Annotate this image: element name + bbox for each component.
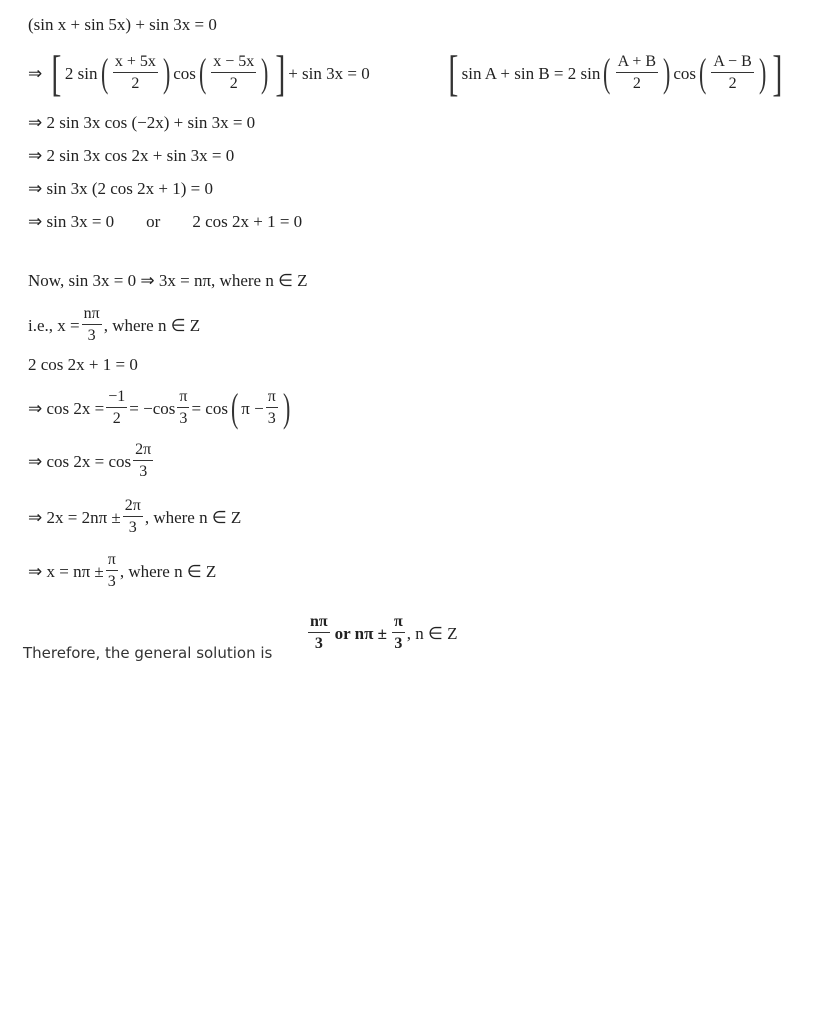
denominator: 2	[229, 75, 238, 92]
numerator: A + B	[616, 54, 658, 73]
right-bracket: ]	[274, 45, 285, 101]
implies-symbol: ⇒	[28, 63, 43, 83]
term: cos	[173, 63, 196, 83]
denominator: 3	[179, 410, 188, 427]
left-bracket: [	[448, 45, 459, 101]
right-paren: )	[758, 50, 767, 95]
equation-line-3	[28, 114, 255, 131]
left-paren: (	[100, 50, 108, 95]
left-paren: (	[603, 50, 611, 95]
term: ⇒ cos 2x = cos	[28, 451, 132, 471]
term: ⇒ 2x = 2nπ ±	[28, 507, 121, 527]
denominator: 3	[267, 410, 276, 427]
numerator: A − B	[711, 54, 753, 73]
numerator: 2π	[123, 498, 143, 517]
equation-text: ⇒ 2 sin 3x cos (−2x) + sin 3x = 0	[28, 113, 256, 132]
equation-line-1	[28, 16, 217, 33]
identity-note	[445, 45, 786, 101]
numerator: nπ	[308, 614, 330, 633]
denominator: 3	[107, 573, 116, 590]
term: = cos	[191, 398, 228, 418]
term: π −	[241, 398, 264, 418]
numerator: −1	[106, 389, 127, 408]
term: sin A + sin B = 2 sin	[461, 63, 601, 83]
numerator: π	[177, 389, 189, 408]
term: , where n ∈ Z	[144, 507, 242, 527]
right-paren: )	[663, 50, 671, 95]
fraction	[106, 389, 127, 427]
equation-line-5	[28, 180, 213, 197]
fraction	[392, 614, 405, 652]
left-bracket: [	[51, 45, 62, 101]
conclusion-text: Therefore, the general solution is	[23, 644, 273, 662]
term: 2 sin	[64, 63, 98, 83]
equation-text: (sin x + sin 5x) + sin 3x = 0	[28, 15, 217, 34]
numerator: x − 5x	[211, 54, 256, 73]
fraction	[177, 389, 189, 427]
denominator: 3	[314, 635, 323, 652]
equation-line-8	[28, 306, 200, 344]
fraction	[123, 498, 143, 536]
term: , where n ∈ Z	[103, 315, 201, 335]
equation-line-7	[28, 272, 308, 289]
term: ⇒ x = nπ ±	[28, 561, 104, 581]
numerator: π	[106, 552, 118, 571]
or-word: or	[146, 212, 161, 231]
term: or nπ ±	[334, 623, 388, 643]
left-paren: (	[198, 50, 207, 95]
denominator: 3	[87, 327, 96, 344]
fraction	[616, 54, 658, 92]
denominator: 2	[728, 75, 737, 92]
equation-line-10	[28, 385, 293, 430]
fraction	[211, 54, 256, 92]
term: ⇒ sin 3x = 0	[28, 212, 115, 231]
fraction	[711, 54, 753, 92]
fraction	[113, 54, 158, 92]
term: , where n ∈ Z	[119, 561, 217, 581]
term: + sin 3x = 0	[288, 63, 370, 83]
denominator: 3	[394, 635, 403, 652]
right-bracket: ]	[772, 45, 783, 101]
equation-line-11	[28, 442, 155, 480]
numerator: 2π	[133, 442, 153, 461]
equation-line-6	[28, 213, 302, 230]
left-paren: (	[699, 50, 707, 95]
equation-line-4	[28, 147, 234, 164]
left-paren: (	[230, 385, 239, 430]
equation-line-12	[28, 498, 241, 536]
numerator: x + 5x	[113, 54, 158, 73]
term: cos	[673, 63, 697, 83]
numerator: π	[266, 389, 278, 408]
equation-line-2	[28, 45, 370, 101]
fraction	[106, 552, 118, 590]
term: ⇒ cos 2x =	[28, 398, 105, 418]
fraction	[133, 442, 153, 480]
denominator: 3	[139, 463, 148, 480]
denominator: 3	[128, 519, 137, 536]
right-paren: )	[282, 385, 291, 430]
fraction	[266, 389, 278, 427]
numerator: π	[392, 614, 405, 633]
right-paren: )	[162, 50, 171, 95]
fraction	[308, 614, 330, 652]
equation-text: ⇒ sin 3x (2 cos 2x + 1) = 0	[28, 179, 213, 198]
denominator: 2	[131, 75, 140, 92]
equation-text: ⇒ 2 sin 3x cos 2x + sin 3x = 0	[28, 146, 235, 165]
equation-text: Now, sin 3x = 0 ⇒ 3x = nπ, where n ∈ Z	[28, 271, 308, 290]
denominator: 2	[112, 410, 121, 427]
equation-text: 2 cos 2x + 1 = 0	[28, 355, 138, 374]
numerator: nπ	[82, 306, 102, 325]
equation-line-9	[28, 356, 138, 373]
conclusion-math	[306, 614, 457, 652]
term: = −cos	[129, 398, 176, 418]
right-paren: )	[261, 50, 269, 95]
equation-line-13	[28, 552, 216, 590]
fraction	[82, 306, 102, 344]
denominator: 2	[632, 75, 641, 92]
term: , n ∈ Z	[406, 623, 458, 643]
term: i.e., x =	[28, 315, 80, 335]
term: 2 cos 2x + 1 = 0	[192, 212, 303, 231]
